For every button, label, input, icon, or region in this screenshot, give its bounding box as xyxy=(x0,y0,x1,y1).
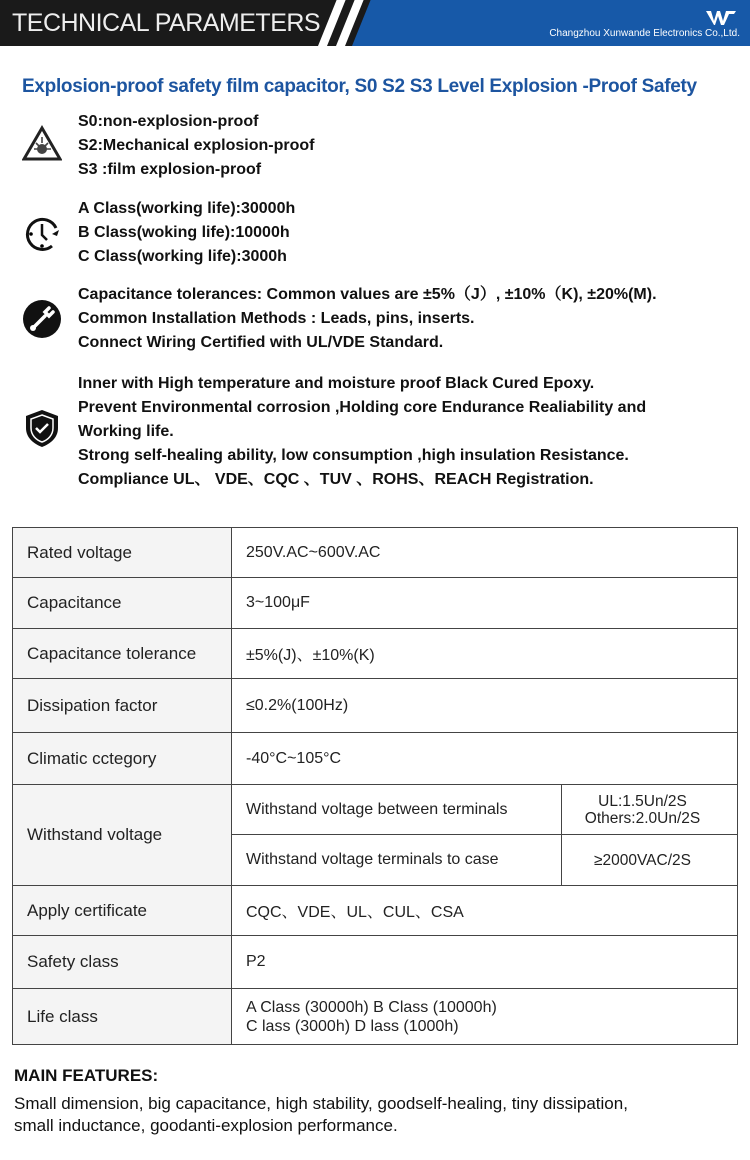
banner-blue-panel xyxy=(352,0,750,46)
table-row xyxy=(13,679,738,733)
company-logo-icon xyxy=(706,9,736,25)
table-row xyxy=(13,733,738,785)
header-banner xyxy=(0,0,750,46)
table-row xyxy=(13,886,738,936)
value-line: Others:2.0Un/2S xyxy=(584,809,701,827)
banner-title: TECHNICAL PARAMETERS xyxy=(12,9,321,37)
row-value: P2 xyxy=(232,936,738,989)
feature-line: Common Installation Methods : Leads, pins, inserts. xyxy=(78,310,475,327)
table-row xyxy=(13,936,738,989)
table-row xyxy=(13,989,738,1045)
feature-explosion-levels xyxy=(78,110,314,182)
feature-line: Inner with High temperature and moisture proof Black Cured Epoxy. xyxy=(78,375,595,392)
row-value xyxy=(232,989,738,1045)
row-label: Life class xyxy=(13,989,232,1045)
table-row xyxy=(13,785,738,835)
sub-label: Withstand voltage between terminals xyxy=(232,785,562,835)
feature-line: C Class(working life):3000h xyxy=(78,248,287,265)
value-line: C lass (3000h) D lass (1000h) xyxy=(246,1017,459,1035)
feature-life-classes xyxy=(78,197,295,269)
feature-tolerances xyxy=(78,283,657,355)
explosion-warning-icon xyxy=(22,124,62,164)
feature-line: Strong self-healing ability, low consumption ,high insulation Resistance. xyxy=(78,447,629,464)
row-value: ≤0.2%(100Hz) xyxy=(232,679,738,733)
parameters-table xyxy=(12,527,738,1045)
row-value: 250V.AC~600V.AC xyxy=(232,528,738,578)
row-value: -40°C~105°C xyxy=(232,733,738,785)
row-value: ±5%(J)、±10%(K) xyxy=(232,629,738,679)
feature-line: S0:non-explosion-proof xyxy=(78,113,259,130)
row-value: CQC、VDE、UL、CUL、CSA xyxy=(232,886,738,936)
table-row xyxy=(13,629,738,679)
clock-cycle-icon xyxy=(22,214,62,254)
row-label: Dissipation factor xyxy=(13,679,232,733)
feature-line: Compliance UL、 VDE、CQC 、TUV 、ROHS、REACH Registration. xyxy=(78,471,594,488)
row-label: Withstand voltage xyxy=(13,785,232,886)
feature-epoxy-compliance xyxy=(78,372,646,492)
table-row xyxy=(13,578,738,629)
row-label: Apply certificate xyxy=(13,886,232,936)
row-label: Capacitance xyxy=(13,578,232,629)
row-label: Rated voltage xyxy=(13,528,232,578)
row-label: Capacitance tolerance xyxy=(13,629,232,679)
table-row xyxy=(13,528,738,578)
company-name: Changzhou Xunwande Electronics Co.,Ltd. xyxy=(549,28,740,39)
feature-line: S3 :film explosion-proof xyxy=(78,161,262,178)
main-features-text xyxy=(14,1093,734,1137)
feature-line: Working life. xyxy=(78,423,174,440)
feature-line: S2:Mechanical explosion-proof xyxy=(78,137,315,154)
feature-line: Small dimension, big capacitance, high stability, goodself-healing, tiny dissipation, xyxy=(14,1094,628,1113)
value-line: A Class (30000h) B Class (10000h) xyxy=(246,998,497,1016)
feature-line: small inductance, goodanti-explosion performance. xyxy=(14,1116,398,1135)
row-label: Climatic cctegory xyxy=(13,733,232,785)
row-value: 3~100μF xyxy=(232,578,738,629)
feature-line: Prevent Environmental corrosion ,Holding core Endurance Realiability and xyxy=(78,399,647,416)
sub-value: ≥2000VAC/2S xyxy=(562,835,738,886)
main-features-title: MAIN FEATURES: xyxy=(14,1066,159,1085)
page-headline: Explosion-proof safety film capacitor, S0 S2 S3 Level Explosion -Proof Safety xyxy=(22,76,697,97)
feature-line: A Class(working life):30000h xyxy=(78,200,296,217)
row-label: Safety class xyxy=(13,936,232,989)
value-line: UL:1.5Un/2S xyxy=(598,792,687,810)
feature-line: Capacitance tolerances: Common values are ±5%（J）, ±10%（K), ±20%(M). xyxy=(78,286,657,303)
sub-value xyxy=(562,785,738,835)
feature-line: B Class(woking life):10000h xyxy=(78,224,290,241)
feature-line: Connect Wiring Certified with UL/VDE Standard. xyxy=(78,334,444,351)
shield-check-icon xyxy=(22,408,62,448)
wrench-icon xyxy=(22,299,62,339)
sub-label: Withstand voltage terminals to case xyxy=(232,835,562,886)
